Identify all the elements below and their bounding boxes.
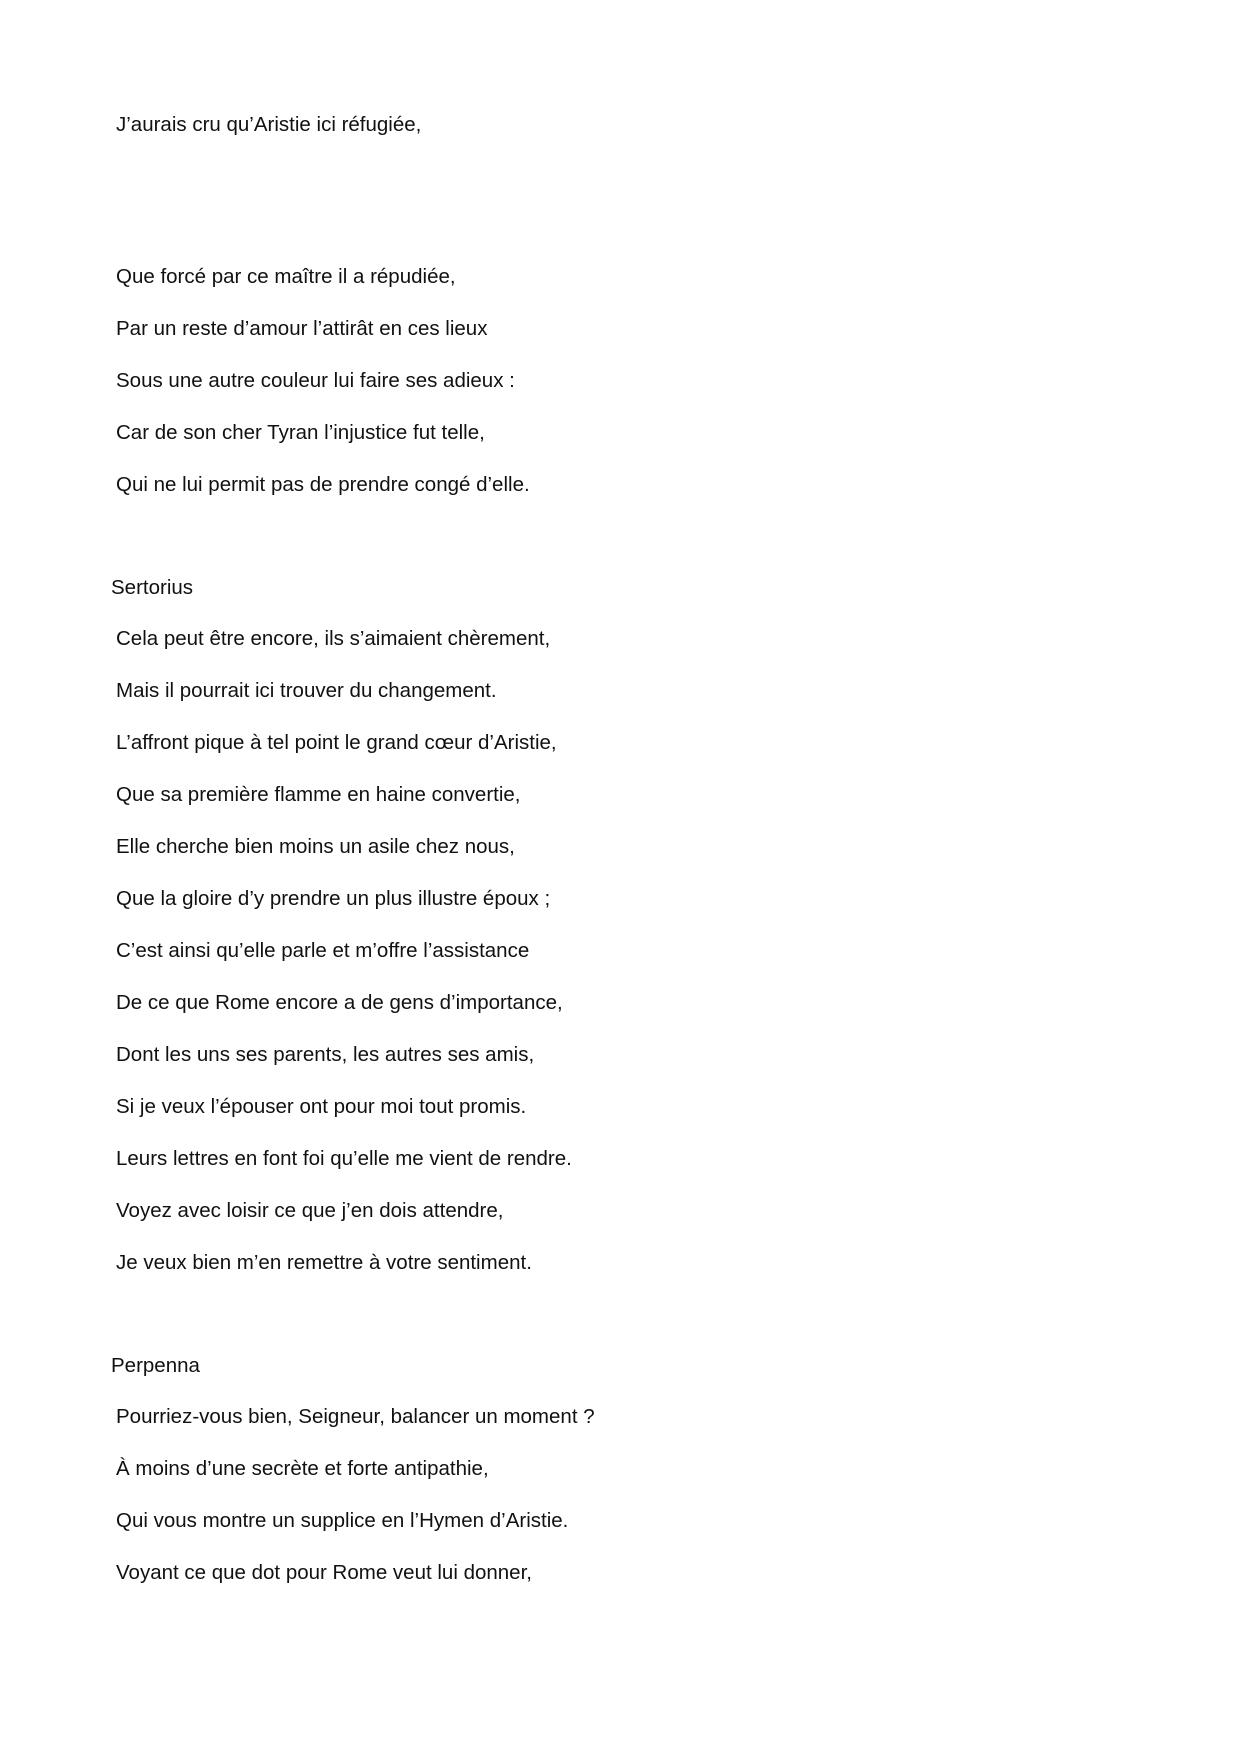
verse-line: Elle cherche bien moins un asile chez nous,	[116, 835, 515, 858]
verse-line: Dont les uns ses parents, les autres ses amis,	[116, 1043, 535, 1066]
verse-line: Qui vous montre un supplice en l’Hymen d’Aristie.	[116, 1509, 569, 1532]
speaker-name: Perpenna	[111, 1354, 200, 1377]
verse-line: Voyant ce que dot pour Rome veut lui donner,	[116, 1561, 532, 1584]
verse-line: L’affront pique à tel point le grand cœur d’Aristie,	[116, 731, 557, 754]
verse-line: Pourriez-vous bien, Seigneur, balancer un moment ?	[116, 1405, 595, 1428]
verse-line: De ce que Rome encore a de gens d’importance,	[116, 991, 563, 1014]
verse-line: Leurs lettres en font foi qu’elle me vient de rendre.	[116, 1147, 572, 1170]
verse-line: Mais il pourrait ici trouver du changement.	[116, 679, 497, 702]
verse-line: Sous une autre couleur lui faire ses adieux :	[116, 369, 515, 392]
verse-line: Je veux bien m’en remettre à votre sentiment.	[116, 1251, 532, 1274]
speaker-name: Sertorius	[111, 576, 194, 599]
verse-line: Que forcé par ce maître il a répudiée,	[116, 265, 456, 288]
verse-line: Voyez avec loisir ce que j’en dois attendre,	[116, 1199, 504, 1222]
verse-line: Car de son cher Tyran l’injustice fut telle,	[116, 421, 485, 444]
verse-line: Si je veux l’épouser ont pour moi tout promis.	[116, 1095, 527, 1118]
verse-line: Cela peut être encore, ils s’aimaient chèrement,	[116, 627, 551, 650]
verse-line: Qui ne lui permit pas de prendre congé d’elle.	[116, 473, 530, 496]
verse-line: J’aurais cru qu’Aristie ici réfugiée,	[116, 113, 422, 136]
verse-line: C’est ainsi qu’elle parle et m’offre l’assistance	[116, 939, 530, 962]
verse-line: Que sa première flamme en haine convertie,	[116, 783, 521, 806]
verse-line: Que la gloire d’y prendre un plus illustre époux ;	[116, 887, 551, 910]
verse-line: À moins d’une secrète et forte antipathie,	[116, 1457, 489, 1480]
verse-line: Par un reste d’amour l’attirât en ces lieux	[116, 317, 488, 340]
